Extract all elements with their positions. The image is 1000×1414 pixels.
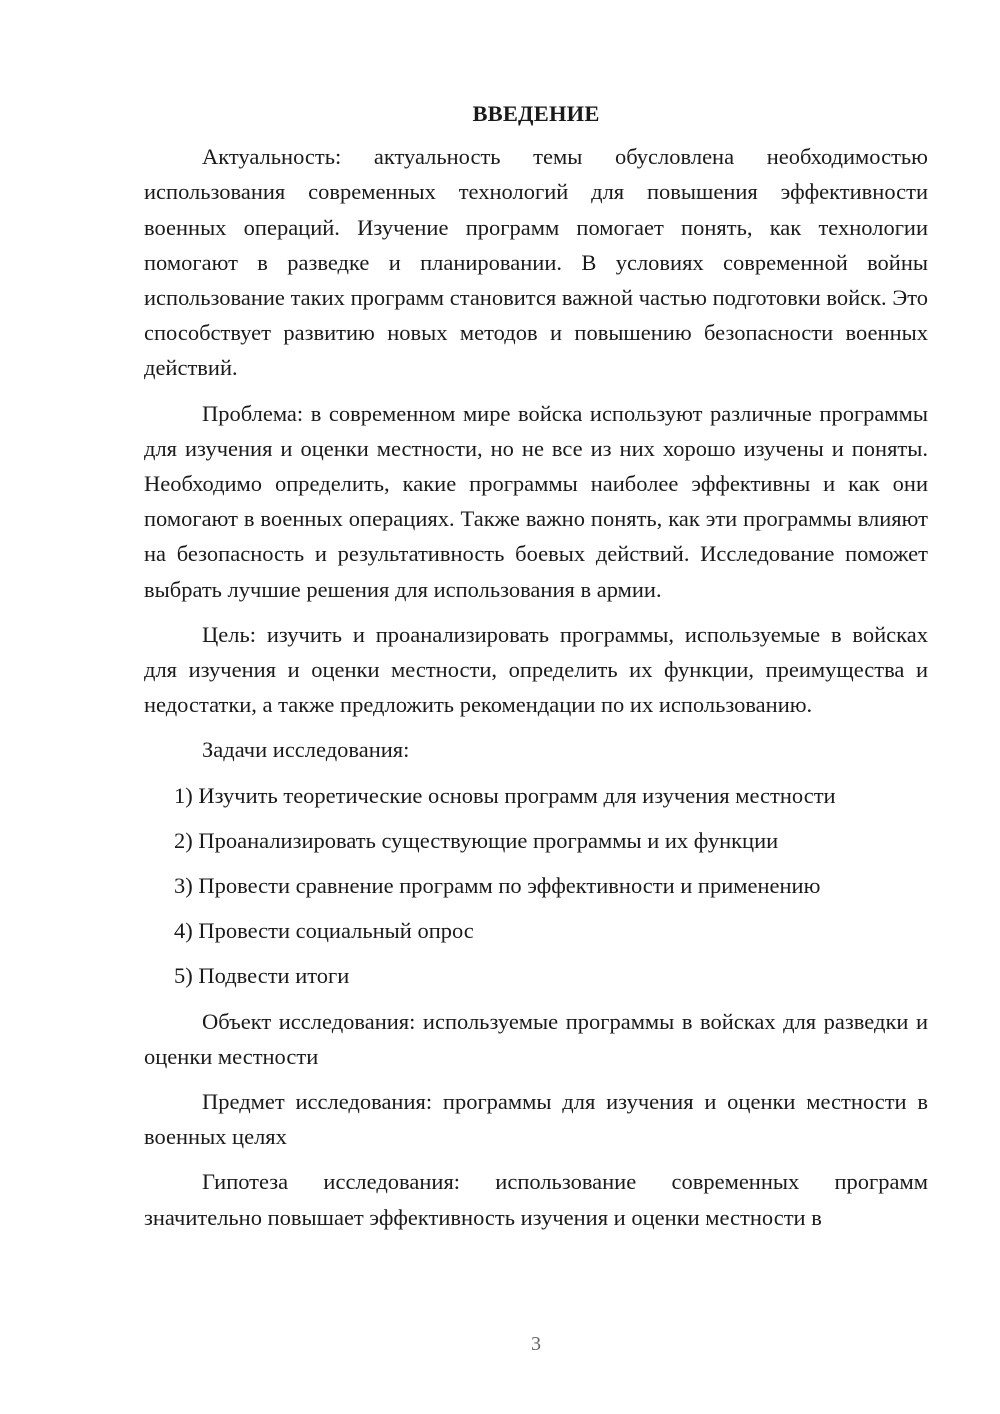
task-item-4: 4) Провести социальный опрос [174, 918, 474, 944]
task-item-5: 5) Подвести итоги [174, 963, 350, 989]
hypothesis-paragraph: Гипотеза исследования: использование современных программ значительно повышает эффективность изучения и оценки местности в [144, 1169, 928, 1230]
relevance-paragraph: Актуальность: актуальность темы обусловлена необходимостью использования современных технологий для повышения эффективности военных операций. Изучение программ помогает понять, как технологии помогают в разведке и планировании. В условиях современной войны использование таких программ становится важной частью подготовки войск. Это способствует развитию новых методов и повышению безопасности военных действий. [144, 144, 928, 381]
tasks-list [144, 778, 928, 994]
object-paragraph: Объект исследования: используемые программы в войсках для разведки и оценки местности [144, 1008, 928, 1069]
task-item-3: 3) Провести сравнение программ по эффективности и применению [174, 873, 821, 899]
section-heading: ВВЕДЕНИЕ [472, 101, 600, 126]
task-item-2: 2) Проанализировать существующие программы и их функции [174, 827, 779, 853]
page-content [144, 96, 928, 1245]
goal-paragraph: Цель: изучить и проанализировать программы, используемые в войсках для изучения и оценки местности, определить их функции, преимущества и недостатки, а также предложить рекомендации по их использованию. [144, 621, 928, 718]
subject-paragraph: Предмет исследования: программы для изучения и оценки местности в военных целях [144, 1089, 928, 1150]
tasks-title: Задачи исследования: [202, 737, 410, 763]
page-number: 3 [531, 1333, 541, 1355]
task-item-1: 1) Изучить теоретические основы программ для изучения местности [174, 782, 836, 808]
problem-paragraph: Проблема: в современном мире войска используют различные программы для изучения и оценки местности, но не все из них хорошо изучены и поняты. Необходимо определить, какие программы наиболее эффективны и как они помогают в военных операциях. Также важно понять, как эти программы влияют на безопасность и результативность боевых действий. Исследование поможет выбрать лучшие решения для использования в армии. [144, 400, 928, 602]
